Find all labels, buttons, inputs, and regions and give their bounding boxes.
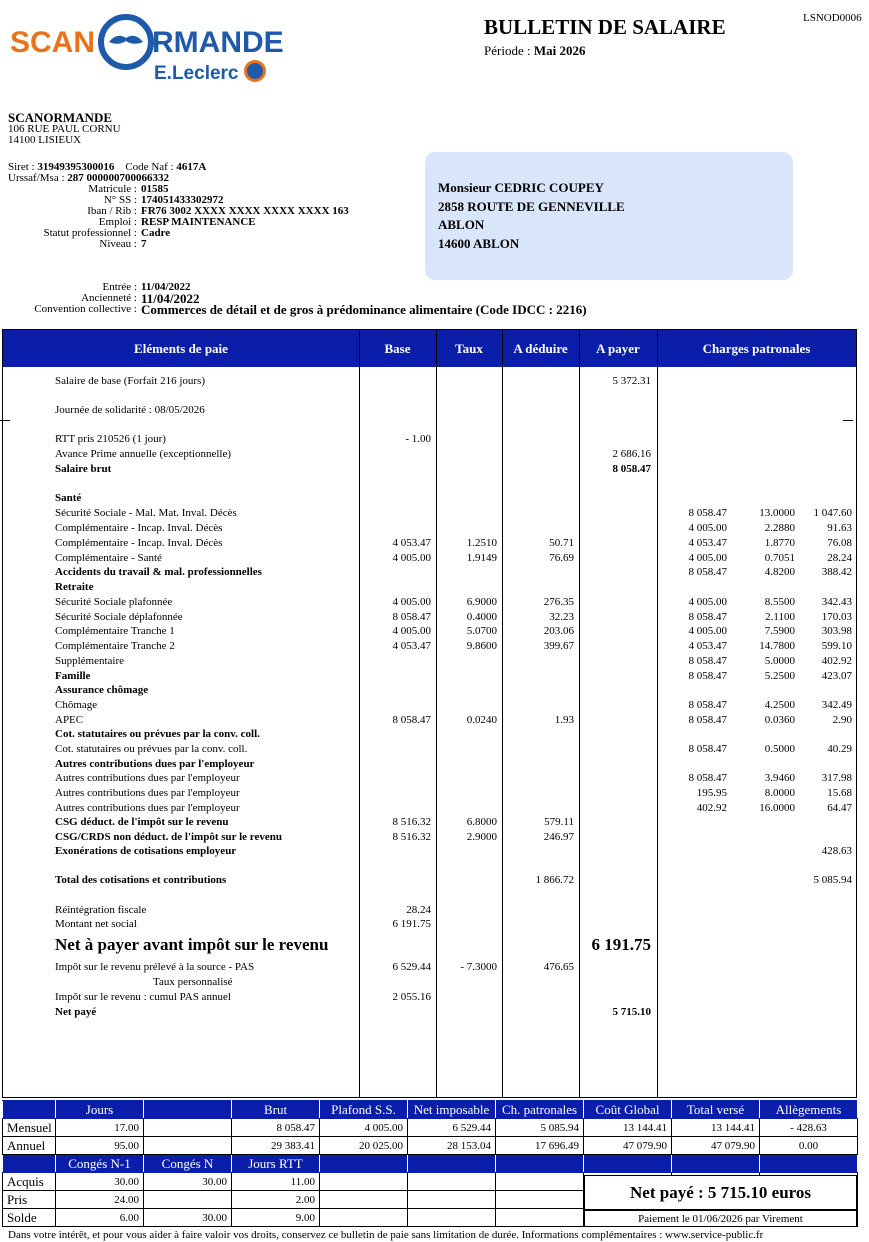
pay-row-deduire: 579.11 <box>544 816 574 828</box>
pay-row-taux: 2.9000 <box>466 831 497 843</box>
leave-conges-n1: 6.00 <box>56 1209 144 1227</box>
naf-value: 4617A <box>176 161 207 173</box>
pay-row-taux: - 7.3000 <box>460 961 497 973</box>
summary-header-cell <box>3 1101 56 1119</box>
fold-mark-left <box>0 420 10 421</box>
employer-name: SCANORMANDE <box>8 110 112 125</box>
pay-row-label: Total des cotisations et contributions <box>55 874 227 886</box>
pay-row-label: Cot. statutaires ou prévues par la conv. coll. <box>55 743 248 755</box>
pay-row-pmont: 599.10 <box>821 640 852 652</box>
pay-row-ptaux: 4.8200 <box>764 566 795 578</box>
leave-empty <box>320 1209 408 1227</box>
fold-mark-right <box>843 420 853 421</box>
document-reference: LSNOD0006 <box>803 12 862 24</box>
pay-row-taux: 5.0700 <box>466 625 497 637</box>
recipient-name: Monsieur CEDRIC COUPEY <box>438 180 604 195</box>
header-elements: Eléments de paie <box>134 341 228 356</box>
pay-row-label: Réintégration fiscale <box>55 904 147 916</box>
pay-row-pbase: 4 053.47 <box>688 537 727 549</box>
pay-row-label: Salaire brut <box>55 463 112 475</box>
pay-row-pbase: 4 005.00 <box>688 596 727 608</box>
pay-row-label: Avance Prime annuelle (exceptionnelle) <box>55 448 232 460</box>
pay-row-label: Sécurité Sociale plafonnée <box>55 596 173 608</box>
pay-row-base: 8 058.47 <box>392 611 431 623</box>
pay-row-base: 4 053.47 <box>392 640 431 652</box>
logo-text-scan: SCAN <box>10 26 96 59</box>
leave-conges-n: 30.00 <box>144 1209 232 1227</box>
pay-row-pmont: 76.08 <box>827 537 852 549</box>
summary-cout-global: 47 079.90 <box>584 1137 672 1155</box>
pay-row-deduire: 276.35 <box>543 596 574 608</box>
pay-row-pmont: 2.90 <box>832 714 852 726</box>
pay-row-label: Complémentaire Tranche 2 <box>55 640 175 652</box>
pay-row-ptaux: 5.0000 <box>764 655 795 667</box>
siret-label: Siret : <box>8 161 38 173</box>
summary-total-verse: 13 144.41 <box>672 1119 760 1137</box>
pay-row-base: 8 516.32 <box>392 831 431 843</box>
summary-header-cell: Allègements <box>760 1101 858 1119</box>
pay-row-pbase: 4 053.47 <box>688 640 727 652</box>
pay-row-pmont: 91.63 <box>827 522 852 534</box>
leave-conges-n1: 24.00 <box>56 1191 144 1209</box>
summary-header-cell: Jours <box>56 1101 144 1119</box>
employment-dates <box>8 282 587 315</box>
leave-header-empty <box>320 1155 408 1173</box>
pay-row-deduire: 399.67 <box>543 640 574 652</box>
pay-row-taux: 9.8600 <box>466 640 497 652</box>
pay-row-payer: 6 191.75 <box>591 935 651 954</box>
logo-text-rmande: RMANDE <box>152 26 284 59</box>
leave-header-row <box>3 1155 858 1173</box>
employment-dates-table <box>8 282 587 315</box>
pay-row-pbase: 8 058.47 <box>688 611 727 623</box>
pay-row-base: 8 516.32 <box>392 816 431 828</box>
pay-row-pbase: 4 005.00 <box>688 625 727 637</box>
summary-header-cell: Brut <box>232 1101 320 1119</box>
leave-header-empty <box>3 1155 56 1173</box>
pay-row-deduire: 476.65 <box>543 961 574 973</box>
pay-row-label: Autres contributions dues par l'employeur <box>55 802 240 814</box>
pay-row-pmont: 40.29 <box>827 743 852 755</box>
employment-value: Commerces de détail et de gros à prédominance alimentaire (Code IDCC : 2216) <box>141 302 587 317</box>
summary-header-cell: Ch. patronales <box>496 1101 584 1119</box>
pay-row-ptaux: 4.2500 <box>764 699 795 711</box>
employment-label: Convention collective : <box>34 303 137 315</box>
pay-row-label: CSG/CRDS non déduct. de l'impôt sur le revenu <box>55 831 282 843</box>
pay-row-label: Famille <box>55 670 91 682</box>
pay-row-pbase: 195.95 <box>696 787 727 799</box>
payment-info: Paiement le 01/06/2026 par Virement <box>584 1210 857 1227</box>
summary-allegements: 0.00 <box>760 1137 858 1155</box>
pay-row-label: Complémentaire - Incap. Inval. Décès <box>55 537 223 549</box>
pay-row-pmont: 388.42 <box>821 566 852 578</box>
pay-row-pbase: 8 058.47 <box>688 655 727 667</box>
pay-row-label: Chômage <box>55 699 98 711</box>
leave-header-empty <box>760 1155 858 1173</box>
period-value: Mai 2026 <box>533 43 586 58</box>
company-logo <box>8 8 290 86</box>
pay-row-label: Autres contributions dues par l'employeur <box>55 787 240 799</box>
naf-label: Code Naf : <box>125 161 177 173</box>
pay-row-pmont: 428.63 <box>821 845 852 857</box>
recipient-city: 14600 ABLON <box>438 235 520 251</box>
pay-row-payer: 8 058.47 <box>612 463 651 475</box>
header-a-payer: A payer <box>596 341 640 356</box>
leave-header-cell: Congés N <box>144 1155 232 1173</box>
pay-row-taux: 1.2510 <box>466 537 497 549</box>
document-title: BULLETIN DE SALAIRE <box>484 15 726 39</box>
logo-e-badge-inner <box>247 63 263 79</box>
pay-row-pbase: 4 005.00 <box>688 552 727 564</box>
pay-row-ptaux: 2.1100 <box>765 611 795 623</box>
summary-cout-global: 13 144.41 <box>584 1119 672 1137</box>
pay-row-label: Sécurité Sociale déplafonnée <box>55 611 183 623</box>
summary-empty <box>144 1119 232 1137</box>
leave-jours-rtt: 9.00 <box>232 1209 320 1227</box>
employee-info-value: 174051433302972 <box>141 194 224 206</box>
summary-brut: 8 058.47 <box>232 1119 320 1137</box>
pay-row-pmont: 317.98 <box>821 772 852 784</box>
leave-empty <box>496 1209 584 1227</box>
pay-row-label: APEC <box>55 714 84 726</box>
column-divider <box>579 330 580 1097</box>
summary-plafond: 4 005.00 <box>320 1119 408 1137</box>
leave-conges-n1: 30.00 <box>56 1173 144 1191</box>
period <box>484 43 585 59</box>
leave-row-label: Solde <box>3 1209 56 1227</box>
employee-info-label: Matricule : <box>88 183 137 195</box>
pay-row-deduire: 203.06 <box>543 625 574 637</box>
summary-jours: 17.00 <box>56 1119 144 1137</box>
employee-info-value: 7 <box>141 238 147 250</box>
employee-info-value: FR76 3002 XXXX XXXX XXXX XXXX 163 <box>141 205 349 217</box>
pay-row-pmont: 15.68 <box>827 787 852 799</box>
employee-info-label: Emploi : <box>98 216 137 228</box>
pay-row-pmont: 5 085.94 <box>813 874 852 886</box>
pay-row-base: 4 053.47 <box>392 537 431 549</box>
header-base: Base <box>384 341 411 356</box>
pay-row-label: Complémentaire Tranche 1 <box>55 625 175 637</box>
pay-row-pbase: 8 058.47 <box>688 566 727 578</box>
pay-row-pmont: 64.47 <box>827 802 852 814</box>
employee-info-label: Iban / Rib : <box>87 205 137 217</box>
leave-empty <box>320 1191 408 1209</box>
leave-header-empty <box>584 1155 672 1173</box>
pay-row-label: Autres contributions dues par l'employeur <box>55 758 255 770</box>
header-charges-patronales: Charges patronales <box>702 341 811 356</box>
pay-row-ptaux: 8.5500 <box>764 596 795 608</box>
pay-row-ptaux: 16.0000 <box>759 802 795 814</box>
pay-row-label: Complémentaire - Santé <box>55 552 162 564</box>
pay-row-label: Retraite <box>55 581 94 593</box>
pay-row-ptaux: 1.8770 <box>764 537 795 549</box>
pay-row-taux: 1.9149 <box>466 552 497 564</box>
pay-table-header <box>3 330 856 367</box>
pay-row-pmont: 342.43 <box>821 596 852 608</box>
pay-row-pmont: 342.49 <box>821 699 852 711</box>
pay-row-label: Complémentaire - Incap. Inval. Décès <box>55 522 223 534</box>
pay-row-payer: 2 686.16 <box>612 448 651 460</box>
leave-empty <box>408 1191 496 1209</box>
leave-row-label: Acquis <box>3 1173 56 1191</box>
leave-jours-rtt: 2.00 <box>232 1191 320 1209</box>
pay-row-label: Autres contributions dues par l'employeur <box>55 772 240 784</box>
pay-row-deduire: 1.93 <box>554 714 574 726</box>
employment-label: Entrée : <box>102 281 137 293</box>
pay-row-label: Sécurité Sociale - Mal. Mat. Inval. Décès <box>55 507 237 519</box>
pay-row-base: 8 058.47 <box>392 714 431 726</box>
pay-row-pbase: 8 058.47 <box>688 699 727 711</box>
pay-row-deduire: 32.23 <box>549 611 574 623</box>
employee-info-value: RESP MAINTENANCE <box>141 216 256 228</box>
leave-conges-n <box>144 1191 232 1209</box>
pay-row-taux: 0.4000 <box>466 611 497 623</box>
summary-header-cell <box>144 1101 232 1119</box>
pay-row-pmont: 170.03 <box>821 611 852 623</box>
pay-row-pbase: 8 058.47 <box>688 507 727 519</box>
pay-row-pmont: 402.92 <box>821 655 852 667</box>
employee-info-value: 01585 <box>141 183 169 195</box>
pay-row-label: Exonérations de cotisations employeur <box>55 845 237 857</box>
employee-identification <box>8 162 349 250</box>
summary-total-verse: 47 079.90 <box>672 1137 760 1155</box>
employer-address-1: 106 RUE PAUL CORNU <box>8 123 121 135</box>
pay-row-taux: 6.9000 <box>466 596 497 608</box>
leave-empty <box>408 1209 496 1227</box>
pay-row-ptaux: 5.2500 <box>764 670 795 682</box>
leave-header-empty <box>408 1155 496 1173</box>
pay-row-label: Net payé <box>55 1006 97 1018</box>
summary-header-cell: Coût Global <box>584 1101 672 1119</box>
pay-row-label: Salaire de base (Forfait 216 jours) <box>55 375 205 387</box>
summary-empty <box>144 1137 232 1155</box>
summary-ch-patronales: 5 085.94 <box>496 1119 584 1137</box>
logo-ring <box>101 17 151 67</box>
legal-footer: Dans votre intérêt, et pour vous aider à faire valoir vos droits, conservez ce bulletin de paie sans limitation de durée. Informations complémentaires : www.service-public.fr <box>8 1229 764 1241</box>
pay-row-label: CSG déduct. de l'impôt sur le revenu <box>55 816 229 828</box>
recipient-address-box <box>425 152 793 280</box>
summary-header-cell: Total versé <box>672 1101 760 1119</box>
pay-row-label: Impôt sur le revenu : cumul PAS annuel <box>55 991 231 1003</box>
pay-row-ptaux: 8.0000 <box>764 787 795 799</box>
summary-row-annuel <box>3 1137 858 1155</box>
employee-info-label: Statut professionnel : <box>43 227 137 239</box>
leave-empty <box>496 1191 584 1209</box>
recipient-lines <box>438 179 625 253</box>
pay-elements-table <box>2 329 857 1098</box>
net-paye-total: Net payé : 5 715.10 euros <box>584 1175 857 1210</box>
summary-brut: 29 383.41 <box>232 1137 320 1155</box>
header-a-deduire: A déduire <box>513 341 568 356</box>
employment-row <box>8 304 587 315</box>
summary-header-row <box>3 1101 858 1119</box>
employment-label: Ancienneté : <box>81 292 137 304</box>
summary-jours: 95.00 <box>56 1137 144 1155</box>
summary-ch-patronales: 17 696.49 <box>496 1137 584 1155</box>
pay-row-label: Supplémentaire <box>55 655 125 667</box>
pay-row-pbase: 402.92 <box>696 802 727 814</box>
pay-row-pmont: 28.24 <box>827 552 852 564</box>
pay-row-label: Impôt sur le revenu prélevé à la source - PAS <box>55 961 255 973</box>
urssaf-value: 287 000000700066332 <box>67 172 170 184</box>
pay-row-taux: 0.0240 <box>466 714 497 726</box>
pay-row-base: 4 005.00 <box>392 596 431 608</box>
employer-address-2: 14100 LISIEUX <box>8 134 82 146</box>
pay-row-label: RTT pris 210526 (1 jour) <box>55 433 166 445</box>
pay-row-pmont: 303.98 <box>821 625 852 637</box>
pay-row-ptaux: 13.0000 <box>759 507 795 519</box>
recipient-street: 2858 ROUTE DE GENNEVILLE <box>438 198 625 214</box>
summary-header-cell: Net imposable <box>408 1101 496 1119</box>
pay-row-ptaux: 14.7800 <box>759 640 795 652</box>
employee-info-label: N° SS : <box>103 194 137 206</box>
pay-row-pbase: 8 058.47 <box>688 714 727 726</box>
employment-value: 11/04/2022 <box>141 291 200 306</box>
pay-row-base: 28.24 <box>406 904 431 916</box>
pay-row-payer: 5 715.10 <box>612 1006 651 1018</box>
pay-row-base: 4 005.00 <box>392 625 431 637</box>
pay-row-label: Journée de solidarité : 08/05/2026 <box>55 404 205 416</box>
pay-row-pbase: 4 005.00 <box>688 522 727 534</box>
pay-row-pbase: 8 058.47 <box>688 670 727 682</box>
summary-net-imposable: 28 153.04 <box>408 1137 496 1155</box>
employee-info-label: Niveau : <box>99 238 137 250</box>
employer-block <box>8 111 121 146</box>
siret-value: 31949395300016 <box>37 161 115 173</box>
column-divider <box>657 330 658 1097</box>
urssaf-line <box>8 173 349 184</box>
leave-header-empty <box>672 1155 760 1173</box>
logo-horse-icon <box>109 36 143 44</box>
summary-net-imposable: 6 529.44 <box>408 1119 496 1137</box>
logo-text-leclerc: E.Leclerc <box>154 63 239 84</box>
pay-row-pbase: 8 058.47 <box>688 772 727 784</box>
pay-row-deduire: 246.97 <box>543 831 574 843</box>
pay-row-pmont: 1 047.60 <box>813 507 852 519</box>
employee-info-table <box>8 184 349 250</box>
leave-conges-n: 30.00 <box>144 1173 232 1191</box>
leave-row-label: Pris <box>3 1191 56 1209</box>
leave-empty <box>408 1173 496 1191</box>
pay-row-base: 6 191.75 <box>392 918 431 930</box>
pay-row-ptaux: 0.5000 <box>764 743 795 755</box>
pay-row-ptaux: 0.7051 <box>764 552 795 564</box>
pay-row-label: Taux personnalisé <box>153 976 233 988</box>
pay-row-ptaux: 7.5900 <box>764 625 795 637</box>
leave-jours-rtt: 11.00 <box>232 1173 320 1191</box>
pay-row-ptaux: 0.0360 <box>764 714 795 726</box>
pay-row-deduire: 1 866.72 <box>535 874 574 886</box>
pay-row-payer: 5 372.31 <box>612 375 651 387</box>
summary-row-mensuel <box>3 1119 858 1137</box>
urssaf-label: Urssaf/Msa : <box>8 172 68 184</box>
leave-empty <box>320 1173 408 1191</box>
pay-row-pbase: 8 058.47 <box>688 743 727 755</box>
pay-row-taux: 6.8000 <box>466 816 497 828</box>
leave-header-empty <box>496 1155 584 1173</box>
recipient-locality: ABLON <box>438 217 485 232</box>
summary-plafond: 20 025.00 <box>320 1137 408 1155</box>
pay-row-label: Assurance chômage <box>55 684 149 696</box>
employee-info-row <box>8 228 349 239</box>
leave-empty <box>496 1173 584 1191</box>
pay-row-pmont: 423.07 <box>821 670 852 682</box>
column-divider <box>359 330 360 1097</box>
pay-row-ptaux: 3.9460 <box>764 772 795 784</box>
column-divider <box>502 330 503 1097</box>
pay-row-base: 6 529.44 <box>392 961 431 973</box>
header-taux: Taux <box>455 341 483 356</box>
employee-info-value: Cadre <box>141 227 171 239</box>
pay-row-label: Accidents du travail & mal. professionnelles <box>55 566 262 578</box>
pay-row-label: Net à payer avant impôt sur le revenu <box>55 935 329 954</box>
pay-row-base: 4 005.00 <box>392 552 431 564</box>
summary-allegements: - 428.63 <box>760 1119 858 1137</box>
pay-row-ptaux: 2.2880 <box>764 522 795 534</box>
summary-header-cell: Plafond S.S. <box>320 1101 408 1119</box>
summary-row-label: Annuel <box>3 1137 56 1155</box>
pay-row-base: 2 055.16 <box>392 991 431 1003</box>
summary-row-label: Mensuel <box>3 1119 56 1137</box>
employment-value: 11/04/2022 <box>141 281 191 293</box>
column-divider <box>436 330 437 1097</box>
leave-header-cell: Congés N-1 <box>56 1155 144 1173</box>
period-label: Période : <box>484 43 534 58</box>
pay-row-label: Montant net social <box>55 918 137 930</box>
leclerc-logo-graphic <box>8 8 290 86</box>
pay-row-base: - 1.00 <box>405 433 431 445</box>
pay-row-label: Cot. statutaires ou prévues par la conv. coll. <box>55 728 260 740</box>
leave-header-cell: Jours RTT <box>232 1155 320 1173</box>
pay-row-label: Santé <box>55 492 82 504</box>
pay-row-deduire: 50.71 <box>549 537 574 549</box>
employee-info-row <box>8 239 349 250</box>
pay-row-deduire: 76.69 <box>549 552 574 564</box>
